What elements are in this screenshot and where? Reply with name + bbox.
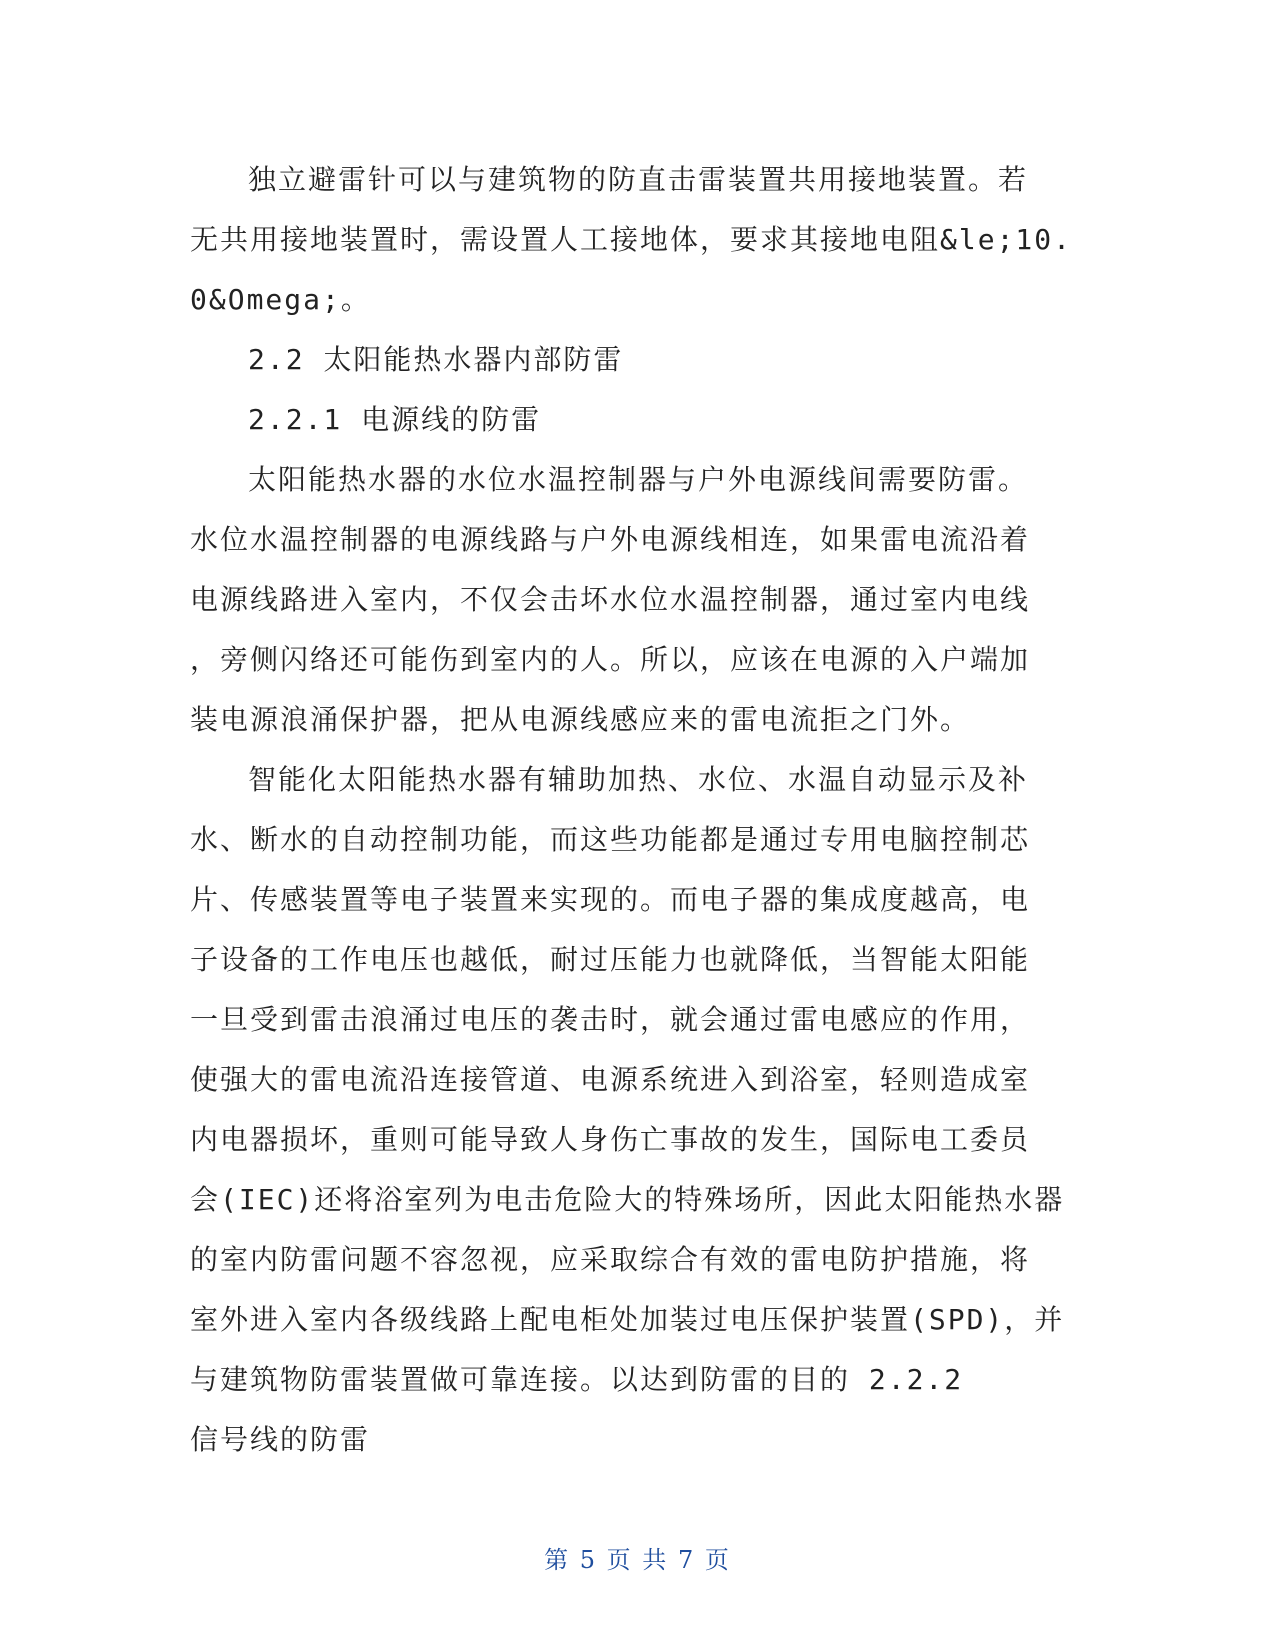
text-line: 室外进入室内各级线路上配电柜处加装过电压保护装置(SPD)，并	[190, 1303, 1065, 1336]
text-line: 0&Omega;。	[190, 283, 371, 316]
subsection-heading: 2.2.1 电源线的防雷	[248, 403, 542, 436]
page-number-footer: 第 5 页 共 7 页	[544, 1546, 731, 1574]
text-line: 智能化太阳能热水器有辅助加热、水位、水温自动显示及补	[248, 763, 1029, 796]
text-line: ，旁侧闪络还可能伤到室内的人。所以，应该在电源的入户端加	[190, 643, 1031, 676]
text-line: 与建筑物防雷装置做可靠连接。以达到防雷的目的 2.2.2	[190, 1363, 964, 1396]
section-heading: 2.2 太阳能热水器内部防雷	[248, 343, 624, 376]
text-line: 的室内防雷问题不容忽视，应采取综合有效的雷电防护措施，将	[190, 1243, 1031, 1276]
text-line: 子设备的工作电压也越低，耐过压能力也就降低，当智能太阳能	[190, 943, 1031, 976]
text-line: 太阳能热水器的水位水温控制器与户外电源线间需要防雷。	[248, 463, 1029, 496]
text-line: 无共用接地装置时，需设置人工接地体，要求其接地电阻&le;10.	[190, 223, 1073, 256]
text-line: 水、断水的自动控制功能，而这些功能都是通过专用电脑控制芯	[190, 823, 1031, 856]
text-line: 水位水温控制器的电源线路与户外电源线相连，如果雷电流沿着	[190, 523, 1031, 556]
text-line: 装电源浪涌保护器，把从电源线感应来的雷电流拒之门外。	[190, 703, 971, 736]
text-line: 会(IEC)还将浴室列为电击危险大的特殊场所，因此太阳能热水器	[190, 1183, 1065, 1216]
body-text	[190, 150, 1075, 1470]
text-line: 独立避雷针可以与建筑物的防直击雷装置共用接地装置。若	[248, 163, 1029, 196]
text-line: 电源线路进入室内，不仅会击坏水位水温控制器，通过室内电线	[190, 583, 1031, 616]
text-line: 使强大的雷电流沿连接管道、电源系统进入到浴室，轻则造成室	[190, 1063, 1031, 1096]
text-line: 信号线的防雷	[190, 1423, 371, 1456]
text-line: 片、传感装置等电子装置来实现的。而电子器的集成度越高，电	[190, 883, 1031, 916]
text-line: 内电器损坏，重则可能导致人身伤亡事故的发生，国际电工委员	[190, 1123, 1031, 1156]
text-line: 一旦受到雷击浪涌过电压的袭击时，就会通过雷电感应的作用，	[190, 1003, 1031, 1036]
